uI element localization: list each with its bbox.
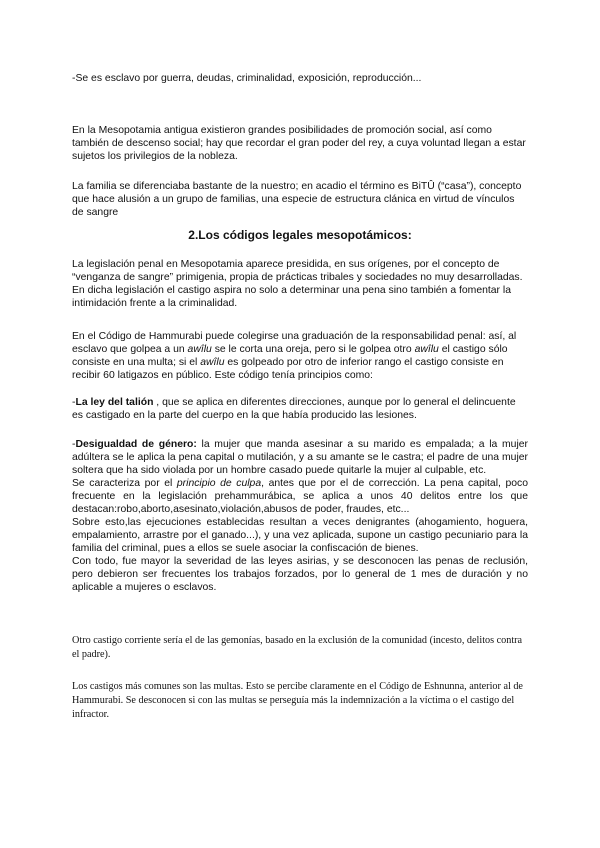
- talion-text: , que se aplica en diferentes direcciones, aunque por lo general el delincuente es castigado en la parte del cuerpo en la que había producido las lesiones.: [72, 397, 516, 421]
- hammurabi-text-4: es golpeado por otro de inferior rango el castigo consiste en recibir 60 latigazos en público. Este código tenía principios como:: [72, 357, 504, 381]
- paragraph-genero: [72, 438, 528, 477]
- intro-line: -Se es esclavo por guerra, deudas, criminalidad, exposición, reproducción...: [72, 73, 422, 84]
- paragraph-culpa: [72, 477, 528, 516]
- section-heading: 2.Los códigos legales mesopotámicos:: [188, 228, 412, 242]
- awilu-term-1: awîlu: [187, 344, 212, 355]
- paragraph-mesopotamia: En la Mesopotamia antigua existieron grandes posibilidades de promoción social, así como también de descenso social; hay que recordar el gran poder del rey, a cuya voluntad llegan a estar sujetos los privilegios de la nobleza.: [72, 125, 526, 162]
- hammurabi-text-3: el castigo sólo consiste en una multa; si el: [72, 344, 508, 368]
- hammurabi-text-2: se le corta una oreja, pero si le golpea otro: [211, 344, 415, 355]
- culpa-text-2: , antes que por el de corrección. La pena capital, poco frecuente en la legislación prehammurábica, se aplica a unos 40 delitos entre los que destacan:robo,aborto,asesinato,violación,abusos de poder, fraudes, etc...: [72, 478, 528, 515]
- awilu-term-2: awîlu: [414, 344, 439, 355]
- talion-dash: -: [72, 397, 76, 408]
- paragraph-legislacion: La legislación penal en Mesopotamia aparece presidida, en sus orígenes, por el concepto de “venganza de sangre” primigenia, propia de prácticas tribales y sociedades no muy desarrolladas. En dicha legislación el castigo aspira no solo a determinar una pena sino también a fomentar la intimidación frente a la criminalidad.: [72, 259, 523, 309]
- genero-dash: -: [72, 439, 76, 450]
- paragraph-familia: La familia se diferenciaba bastante de la nuestro; en acadio el término es BiTÛ (“casa”), concepto que hace alusión a un grupo de familias, una especie de estructura clánica en virtud de vínculos de sangre: [72, 181, 522, 218]
- culpa-text-1: Se caracteriza por el: [72, 478, 177, 489]
- paragraph-multas: Los castigos más comunes son las multas. Esto se percibe claramente en el Código de Eshnunna, anterior al de Hammurabi. Se desconocen si con las multas se perseguía más la indemnización a la víctima o el castigo del infractor.: [72, 681, 523, 720]
- main-text-block: [72, 438, 528, 594]
- paragraph-asirias: Con todo, fue mayor la severidad de las leyes asirias, y se desconocen las penas de reclusión, pero debieron ser frecuentes los trabajos forzados, por lo general de 1 mes de duración y no aplicable a mujeres o esclavos.: [72, 556, 528, 593]
- genero-text: la mujer que manda asesinar a su marido es empalada; a la mujer adúltera se le aplica la pena capital o mutilación, y a su amante se le castra; el padre de una mujer soltera que ha sido violada por un hombre casado puede quitarle la mujer al culpable, etc.: [72, 439, 528, 476]
- hammurabi-text-1: En el Código de Hammurabi puede colegirse una graduación de la responsabilidad penal: así, al esclavo que golpea a un: [72, 331, 517, 355]
- paragraph-gemonias: Otro castigo corriente sería el de las gemonías, basado en la exclusión de la comunidad (incesto, delitos contra el padre).: [72, 635, 523, 660]
- talion-title: La ley del talión: [75, 397, 154, 408]
- genero-title: Desigualdad de género:: [75, 439, 197, 450]
- paragraph-ejecuciones: Sobre esto,las ejecuciones establecidas resultan a veces denigrantes (ahogamiento, hoguera, empalamiento, arrastre por el ganado...), y una vez aplicada, supone un castigo pecuniario para la familia del criminal, pues a ellos se suele asociar la confiscación de bienes.: [72, 517, 528, 554]
- paragraph-talion: [72, 396, 528, 422]
- principio-culpa: principio de culpa: [176, 478, 262, 489]
- awilu-term-3: awîlu: [200, 357, 225, 368]
- paragraph-hammurabi: [72, 330, 528, 382]
